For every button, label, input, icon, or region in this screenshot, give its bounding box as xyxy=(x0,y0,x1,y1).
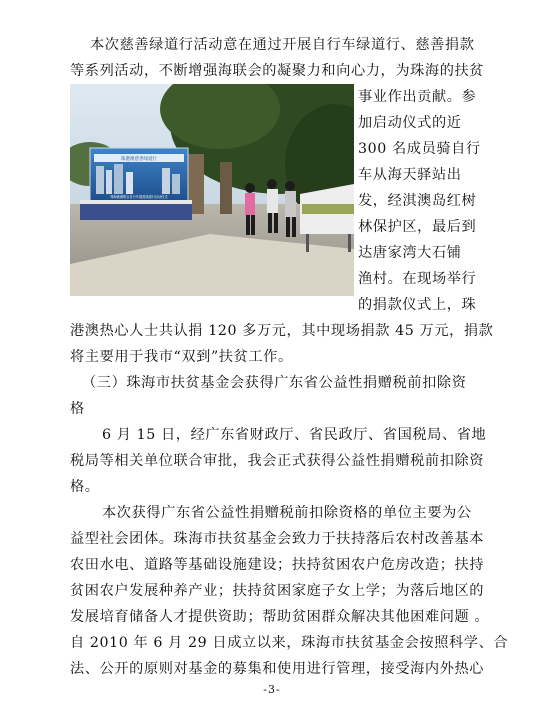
text-line: 格。 xyxy=(70,479,100,495)
text-line: 达唐家湾大石铺 xyxy=(358,245,462,261)
text-line: 6 月 15 日，经广东省财政厅、省民政厅、省国税局、省地 xyxy=(102,427,487,443)
text-line: 本次获得广东省公益性捐赠税前扣除资格的单位主要为公 xyxy=(102,505,472,521)
event-photo xyxy=(70,84,354,296)
text-line: 林保护区，最后到 xyxy=(358,219,477,235)
text-line: 法、公开的原则对基金的募集和使用进行管理，接受海内外热心 xyxy=(70,661,485,677)
text-line: 300 名成员骑自行 xyxy=(358,141,481,157)
text-line: 发展培育储备人才提供资助；帮助贫困群众解决其他困难问题 。 xyxy=(70,609,490,625)
text-line: 的捐款仪式上，珠 xyxy=(358,297,477,313)
text-line: 益型社会团体。珠海市扶贫基金会致力于扶持落后农村改善基本 xyxy=(70,531,485,547)
text-line: 本次慈善绿道行活动意在通过开展自行车绿道行、慈善捐款 xyxy=(90,37,475,53)
text-line: 税局等相关单位联合审批，我会正式获得公益性捐赠税前扣除资 xyxy=(70,453,485,469)
text-line: 渔村。在现场举行 xyxy=(358,271,477,287)
text-line: 事业作出贡献。参 xyxy=(358,89,477,105)
text-line: 加启动仪式的近 xyxy=(358,115,462,131)
text-line: 贫困农户发展种养产业；扶持贫困家庭子女上学；为落后地区的 xyxy=(70,583,485,599)
text-line: 港澳热心人士共认捐 120 多万元，其中现场捐款 45 万元，捐款 xyxy=(70,323,494,339)
banner-title: 珠港澳慈善绿道行 xyxy=(121,157,157,162)
text-line: 等系列活动，不断增强海联会的凝聚力和向心力，为珠海的扶贫 xyxy=(70,63,485,79)
banner-subtitle: 珠海港澳联合自行车慈善绿道行启动仪式 xyxy=(110,195,168,199)
text-line: 发，经淇澳岛红树 xyxy=(358,193,477,209)
text-line: 自 2010 年 6 月 29 日成立以来，珠海市扶贫基金会按照科学、合 xyxy=(70,635,509,651)
text-line: 将主要用于我市“双到”扶贫工作。 xyxy=(70,349,293,365)
text-line: 农田水电、道路等基础设施建设；扶持贫困农户危房改造；扶持 xyxy=(70,557,485,573)
text-line: 车从海天驿站出 xyxy=(358,167,462,183)
section-heading: 格 xyxy=(70,401,85,417)
section-heading: （三）珠海市扶贫基金会获得广东省公益性捐赠税前扣除资 xyxy=(82,375,467,391)
page-number: -3- xyxy=(263,683,281,696)
